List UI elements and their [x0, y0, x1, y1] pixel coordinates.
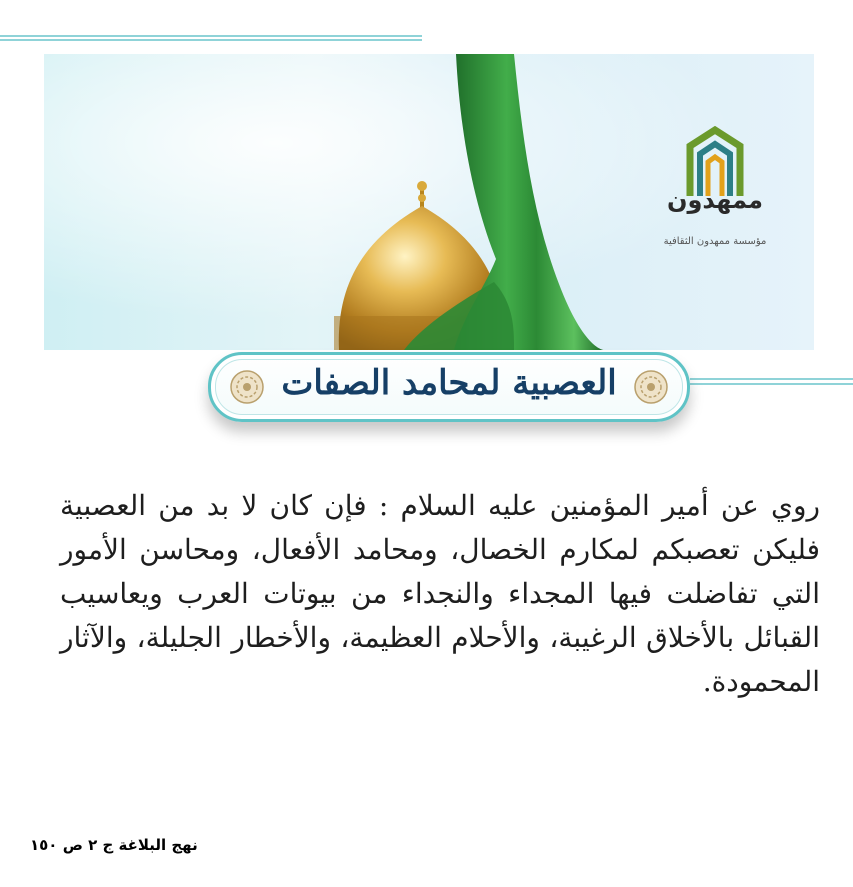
source-citation: نهج البلاغة ج ٢ ص ١٥٠ — [30, 836, 198, 854]
logo-subtitle: مؤسسة ممهدون الثقافية — [663, 236, 767, 247]
rosette-ornament-icon — [633, 369, 669, 405]
hadith-text: روي عن أمير المؤمنين عليه السلام : فإن كان لا بد من العصبية فليكن تعصبكم لمكارم الخصال، ومحامد الأفعال، ومحاسن الأمور التي تفاضلت فيها المجداء والنجداء من بيوتات العرب ويعاسيب القبائل بالأخلاق الرغيبة، والأحلام العظيمة، والأخطار الجليلة، والآثار المحمودة. — [60, 489, 820, 698]
shrine-banner-image — [44, 54, 814, 350]
title-frame — [208, 352, 690, 422]
right-decorative-lines — [690, 378, 853, 386]
top-decorative-lines — [0, 35, 422, 42]
logo-wordmark: ممهدون — [666, 186, 764, 214]
rosette-ornament-icon — [229, 369, 265, 405]
page-title: العصبية لمحامد الصفات — [281, 363, 617, 403]
mumahhidun-logo — [660, 126, 770, 266]
